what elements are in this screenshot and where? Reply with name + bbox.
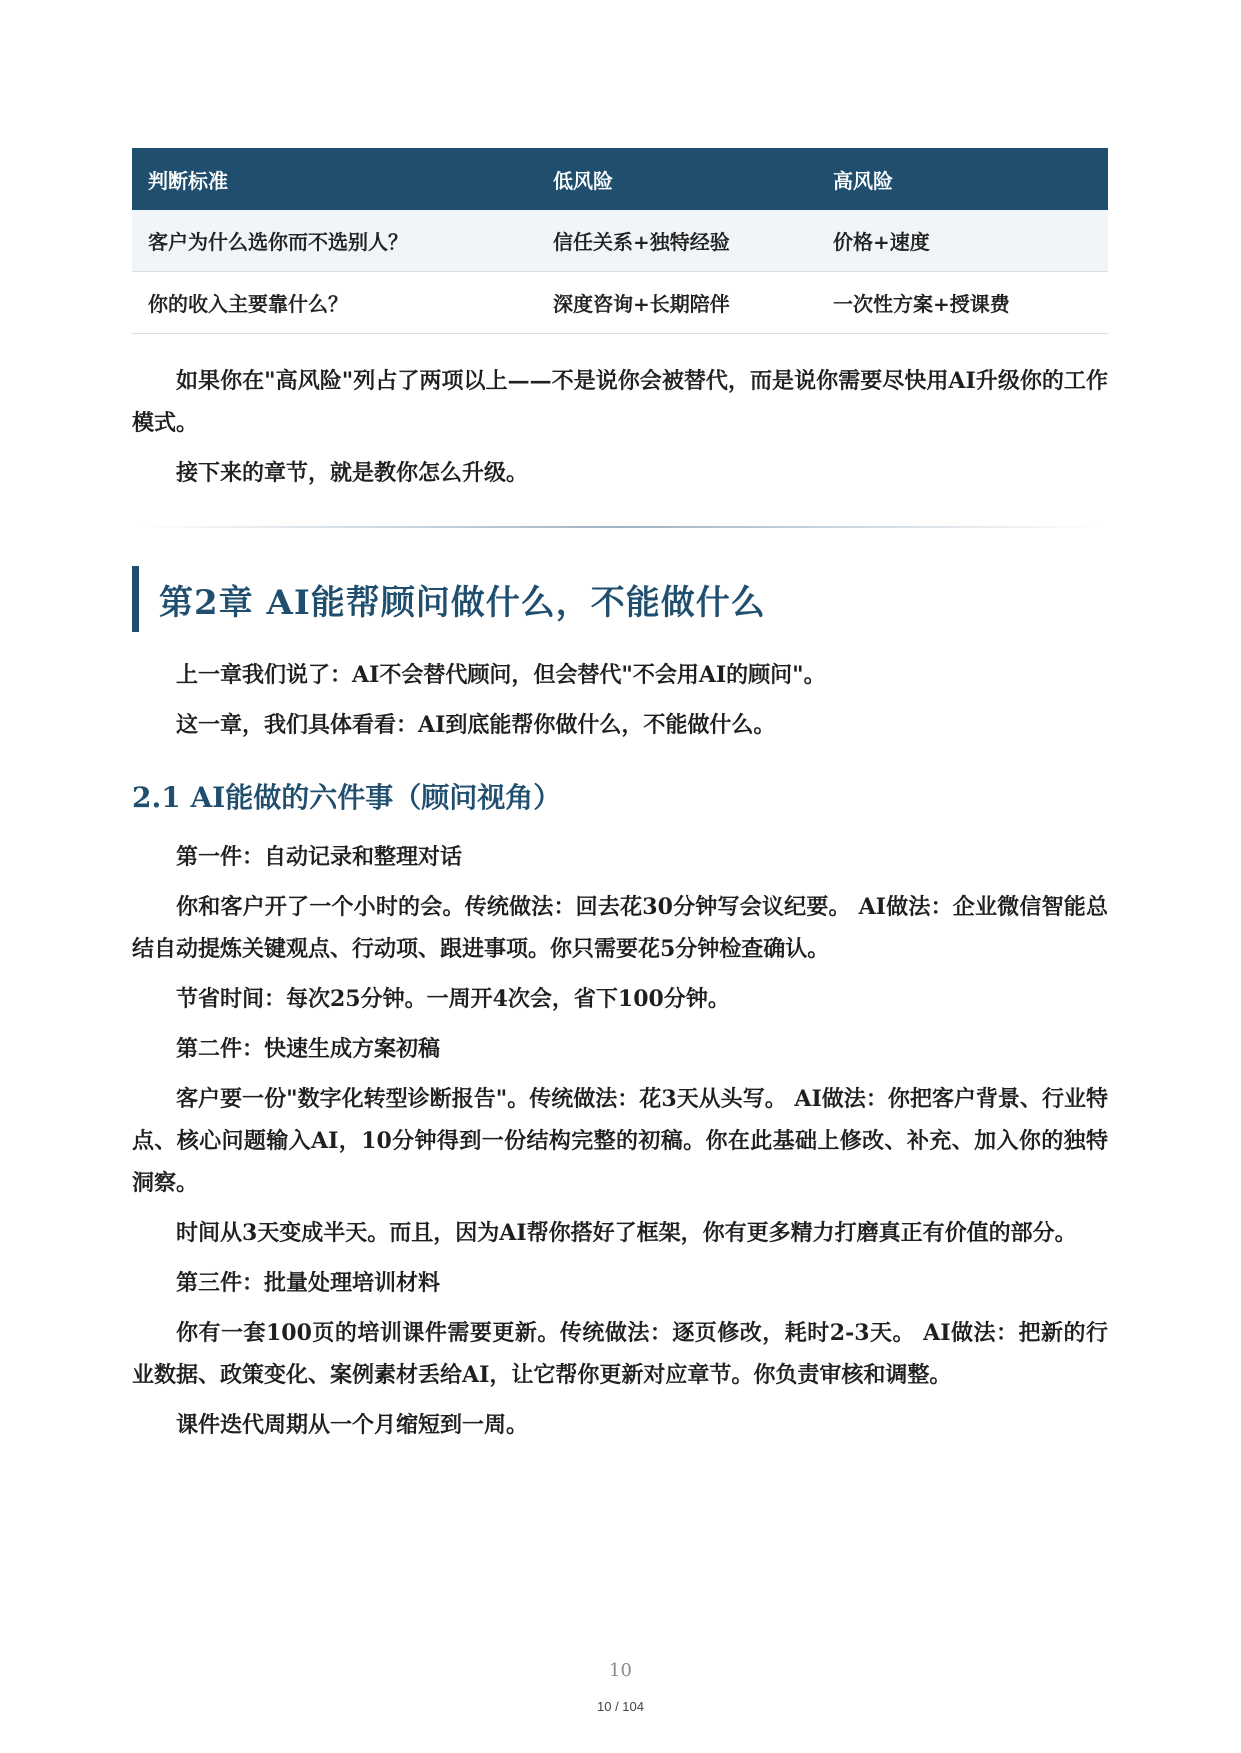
chapter-title: 第2章 AI能帮顾问做什么，不能做什么 bbox=[159, 582, 766, 623]
table-cell: 你的收入主要靠什么？ bbox=[132, 272, 537, 334]
item-heading: 第三件：批量处理培训材料 bbox=[176, 1270, 441, 1296]
body-paragraph: 课件迭代周期从一个月缩短到一周。 bbox=[176, 1412, 529, 1438]
table-header-cell: 高风险 bbox=[817, 148, 1108, 210]
table-cell: 信任关系+独特经验 bbox=[537, 210, 817, 272]
page-number: 10 bbox=[609, 1660, 632, 1681]
body-paragraph: 如果你在"高风险"列占了两项以上——不是说你会被替代，而是说你需要尽快用AI升级你的工作模式。 bbox=[132, 368, 1108, 436]
body-paragraph: 接下来的章节，就是教你怎么升级。 bbox=[176, 460, 529, 486]
body-paragraph: 时间从3天变成半天。而且，因为AI帮你搭好了框架，你有更多精力打磨真正有价值的部分。 bbox=[176, 1220, 1077, 1246]
table-row bbox=[132, 272, 1108, 334]
table-header-cell: 低风险 bbox=[537, 148, 817, 210]
body-paragraph: 你和客户开了一个小时的会。传统做法：回去花30分钟写会议纪要。 AI做法：企业微信智能总结自动提炼关键观点、行动项、跟进事项。你只需要花5分钟检查确认。 bbox=[132, 894, 1108, 962]
section-title: 2.1 AI能做的六件事（顾问视角） bbox=[132, 781, 562, 814]
chapter-heading bbox=[132, 566, 1108, 632]
body-paragraph: 客户要一份"数字化转型诊断报告"。传统做法：花3天从头写。 AI做法：你把客户背景、行业特点、核心问题输入AI，10分钟得到一份结构完整的初稿。你在此基础上修改、补充、加入你的独特洞察。 bbox=[132, 1086, 1108, 1196]
table-cell: 价格+速度 bbox=[817, 210, 1108, 272]
body-paragraph: 节省时间：每次25分钟。一周开4次会，省下100分钟。 bbox=[176, 986, 730, 1012]
body-paragraph: 上一章我们说了：AI不会替代顾问，但会替代"不会用AI的顾问"。 bbox=[176, 662, 826, 688]
table-header-row bbox=[132, 148, 1108, 210]
table-row bbox=[132, 210, 1108, 272]
table-cell: 客户为什么选你而不选别人？ bbox=[132, 210, 537, 272]
body-paragraph: 你有一套100页的培训课件需要更新。传统做法：逐页修改，耗时2-3天。 AI做法：把新的行业数据、政策变化、案例素材丢给AI，让它帮你更新对应章节。你负责审核和调整。 bbox=[132, 1320, 1108, 1388]
item-heading: 第一件：自动记录和整理对话 bbox=[176, 844, 463, 870]
table-header-cell: 判断标准 bbox=[132, 148, 537, 210]
body-paragraph: 这一章，我们具体看看：AI到底能帮你做什么，不能做什么。 bbox=[176, 712, 776, 738]
document-page bbox=[132, 148, 1108, 1446]
table-cell: 一次性方案+授课费 bbox=[817, 272, 1108, 334]
pdf-page-counter: 10 / 104 bbox=[597, 1699, 644, 1714]
risk-assessment-table bbox=[132, 148, 1108, 334]
table-cell: 深度咨询+长期陪伴 bbox=[537, 272, 817, 334]
item-heading: 第二件：快速生成方案初稿 bbox=[176, 1036, 441, 1062]
